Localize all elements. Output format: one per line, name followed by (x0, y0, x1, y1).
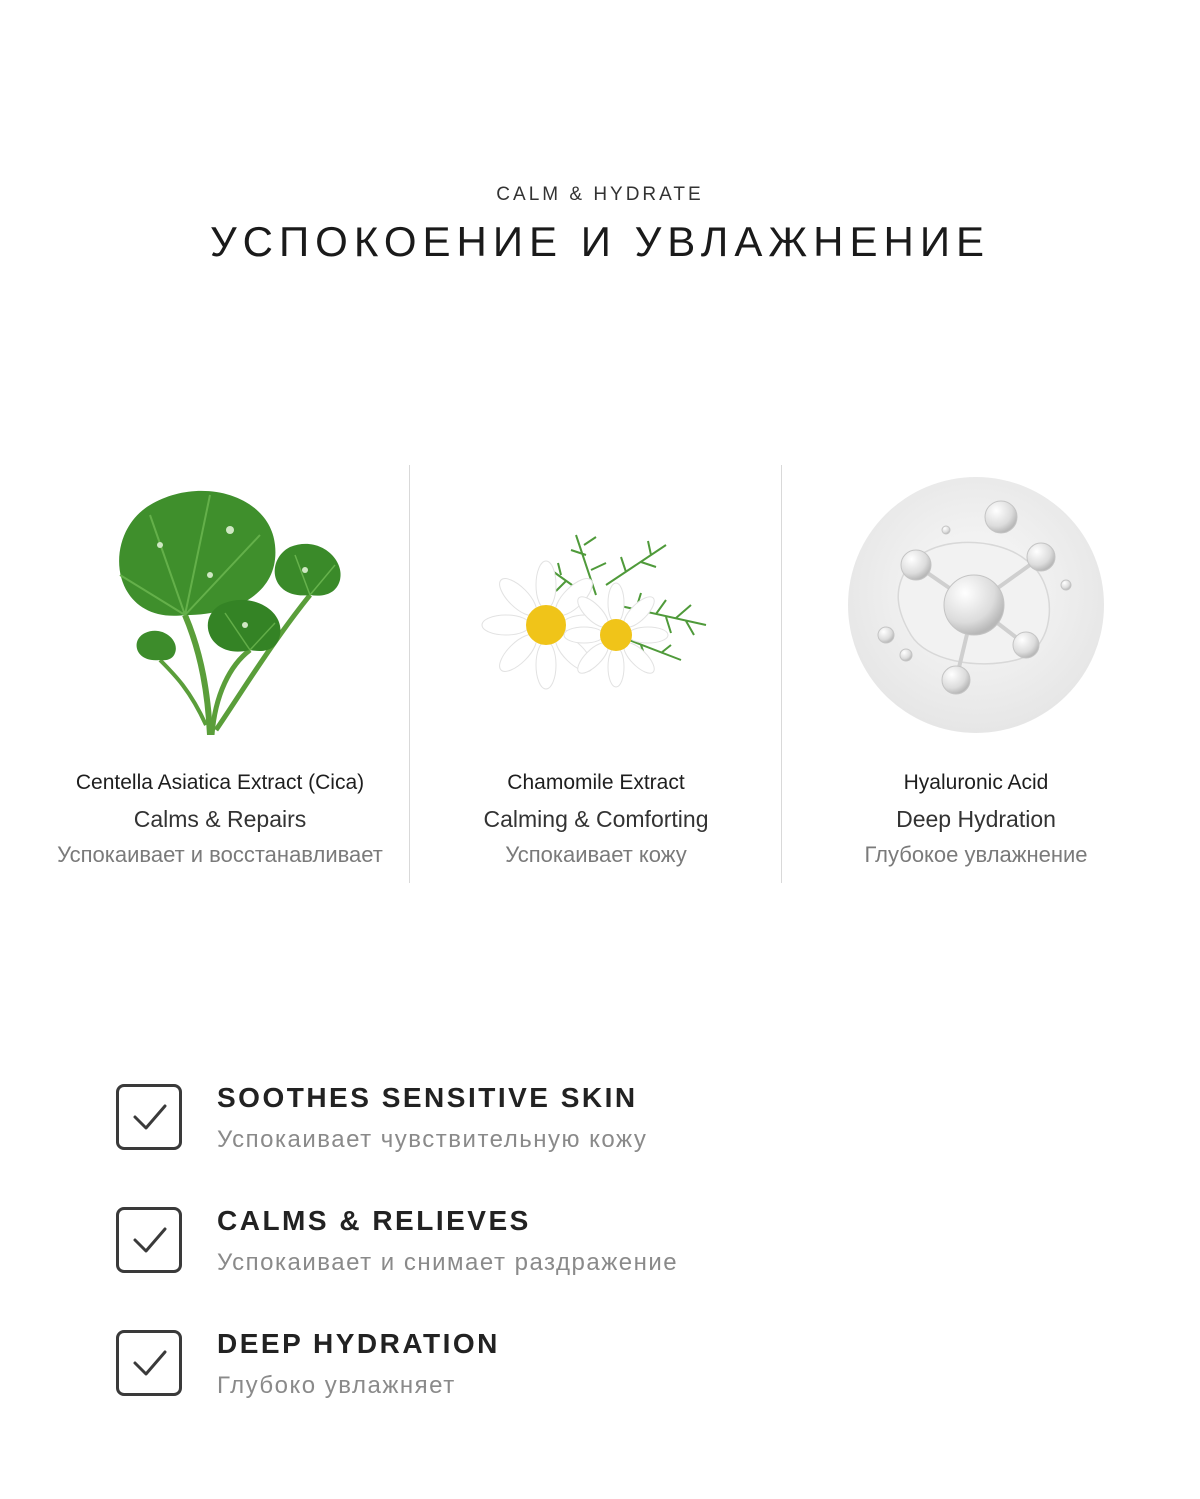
ingredient-benefit-en: Deep Hydration (896, 806, 1056, 832)
benefit-subtitle: Успокаивает чувствительную кожу (217, 1126, 648, 1153)
ingredient-card-chamomile (410, 465, 782, 883)
benefit-item (116, 1328, 916, 1451)
hyaluronic-molecule-image (846, 475, 1106, 735)
benefit-title: CALMS & RELIEVES (217, 1205, 531, 1236)
ingredient-name: Centella Asiatica Extract (Cica) (75, 771, 365, 794)
benefit-subtitle: Глубоко увлажняет (217, 1372, 456, 1399)
benefit-item (116, 1082, 916, 1205)
page-title: УСПОКОЕНИЕ И УВЛАЖНЕНИЕ (209, 218, 991, 265)
checkmark-icon (131, 1347, 169, 1381)
checkmark-icon (131, 1101, 169, 1135)
ingredient-benefit-en: Calms & Repairs (133, 806, 307, 832)
ingredient-name: Hyaluronic Acid (903, 771, 1049, 794)
ingredient-benefit-en: Calming & Comforting (483, 806, 709, 832)
checkmark-icon (131, 1224, 169, 1258)
benefits-list (116, 1082, 916, 1451)
ingredient-name: Chamomile Extract (507, 771, 685, 794)
ingredient-card-hyaluronic (782, 465, 1170, 883)
ingredient-benefit-ru: Успокаивает кожу (505, 842, 687, 867)
benefit-title: SOOTHES SENSITIVE SKIN (217, 1082, 638, 1113)
eyebrow-text: CALM & HYDRATE (496, 184, 704, 205)
benefit-title: DEEP HYDRATION (217, 1328, 500, 1359)
checkbox-icon (116, 1207, 182, 1273)
benefit-item (116, 1205, 916, 1328)
chamomile-flower-image (466, 475, 726, 735)
ingredients-section (30, 465, 1170, 883)
header (0, 184, 1200, 266)
checkbox-icon (116, 1084, 182, 1150)
checkbox-icon (116, 1330, 182, 1396)
ingredient-card-centella (30, 465, 410, 883)
centella-leaf-image (90, 475, 350, 735)
ingredient-benefit-ru: Успокаивает и восстанавливает (57, 842, 383, 867)
benefit-subtitle: Успокаивает и снимает раздражение (217, 1249, 679, 1276)
ingredient-benefit-ru: Глубокое увлажнение (864, 842, 1088, 867)
